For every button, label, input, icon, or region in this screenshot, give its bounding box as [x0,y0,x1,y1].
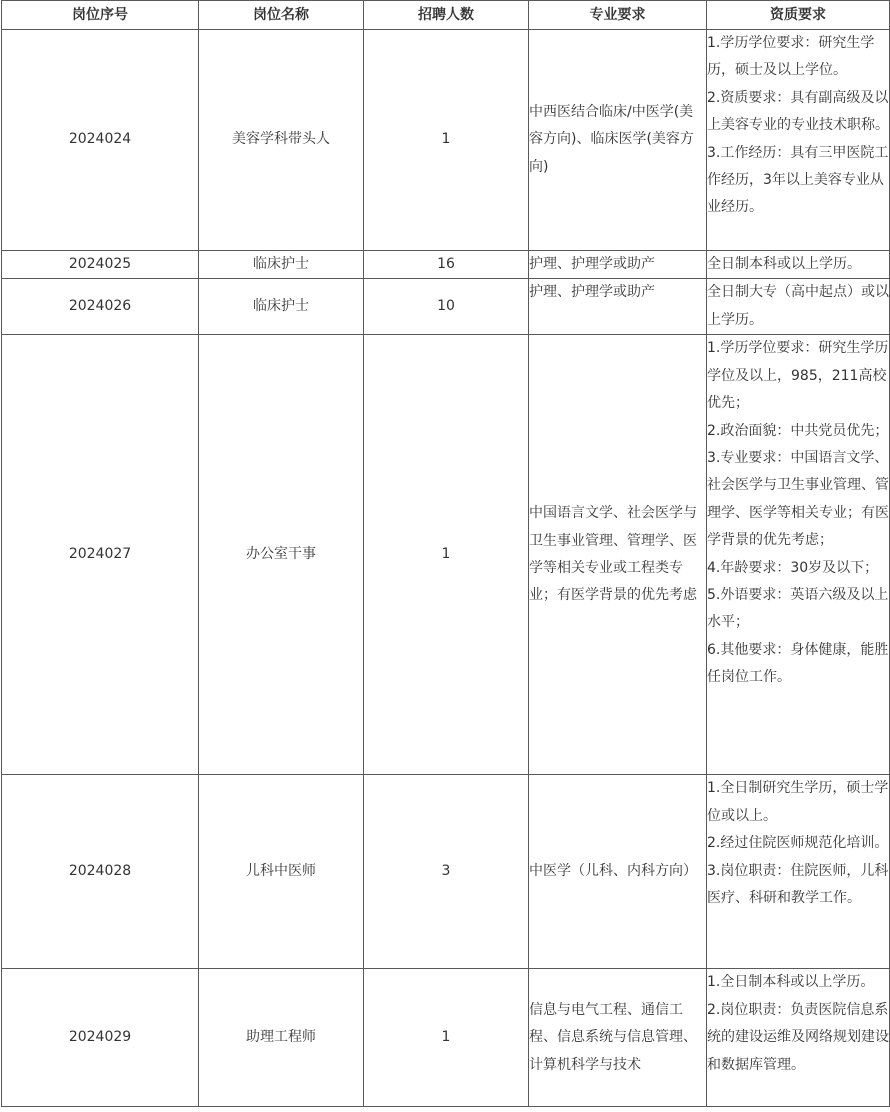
qualification-item: 6.其他要求：身体健康，能胜任岗位工作。 [707,641,889,686]
qualification-item: 全日制本科或以上学历。 [707,256,861,272]
qualification-item: 2.经过住院医师规范化培训。 [707,835,889,852]
qualification-item: 1.全日制研究生学历，硕士学位或以上。 [707,780,889,824]
major-requirement: 中国语言文学、社会医学与卫生事业管理、管理学、医学等相关专业或工程类专业；有医学背景的优先考虑 [529,335,707,775]
qualification-item: 全日制大专（高中起点）或以上学历。 [707,284,889,328]
table-row [2,335,890,775]
qualification-requirement [707,30,890,251]
qualification-item: 3.工作经历：具有三甲医院工作经历，3年以上美容专业从业经历。 [707,144,889,216]
major-requirement: 护理、护理学或助产 [529,251,707,279]
major-requirement: 信息与电气工程、通信工程、信息系统与信息管理、计算机科学与技术 [529,969,707,1107]
header-position-id: 岗位序号 [2,1,199,30]
recruitment-table [1,0,890,1107]
qualification-requirement [707,335,890,775]
position-name: 临床护士 [199,251,364,279]
qualification-item: 3.专业要求：中国语言文学、社会医学与卫生事业管理、管理学、医学等相关专业；有医学背景的优先考虑； [707,450,889,549]
headcount: 1 [364,969,529,1107]
headcount: 16 [364,251,529,279]
headcount: 1 [364,30,529,251]
headcount: 3 [364,775,529,969]
header-position-name: 岗位名称 [199,1,364,30]
qualification-item: 2.资质要求：具有副高级及以上美容专业的专业技术职称。 [707,89,889,134]
table-row [2,251,890,279]
qualification-item: 1.学历学位要求：研究生学历学位及以上，985，211高校优先； [707,340,889,412]
position-id: 2024028 [2,775,199,969]
major-requirement: 护理、护理学或助产 [529,279,707,335]
qualification-requirement [707,279,890,335]
position-name: 办公室干事 [199,335,364,775]
qualification-requirement [707,775,890,969]
qualification-item: 1.学历学位要求：研究生学历，硕士及以上学位。 [707,35,875,79]
table-header-row [2,1,890,30]
qualification-item: 1.全日制本科或以上学历。 [707,974,875,991]
position-id: 2024029 [2,969,199,1107]
header-qualification-requirement: 资质要求 [707,1,890,30]
qualification-item: 4.年龄要求：30岁及以下； [707,559,879,576]
position-id: 2024027 [2,335,199,775]
qualification-item: 2.政治面貌：中共党员优先； [707,422,889,439]
header-major-requirement: 专业要求 [529,1,707,30]
table-row [2,30,890,251]
position-name: 美容学科带头人 [199,30,364,251]
qualification-requirement [707,251,890,279]
qualification-item: 3.岗位职责：住院医师，儿科医疗、科研和教学工作。 [707,862,889,907]
position-name: 助理工程师 [199,969,364,1107]
major-requirement: 中西医结合临床/中医学(美容方向)、临床医学(美容方向) [529,30,707,251]
headcount: 10 [364,279,529,335]
position-id: 2024024 [2,30,199,251]
qualification-item: 2.岗位职责：负责医院信息系统的建设运维及网络规划建设和数据库管理。 [707,1001,889,1073]
headcount: 1 [364,335,529,775]
position-name: 儿科中医师 [199,775,364,969]
qualification-item: 5.外语要求：英语六级及以上水平； [707,587,889,631]
position-id: 2024025 [2,251,199,279]
position-name: 临床护士 [199,279,364,335]
qualification-requirement [707,969,890,1107]
table-row [2,775,890,969]
header-headcount: 招聘人数 [364,1,529,30]
position-id: 2024026 [2,279,199,335]
major-requirement: 中医学（儿科、内科方向） [529,775,707,969]
table-row [2,969,890,1107]
table-row [2,279,890,335]
